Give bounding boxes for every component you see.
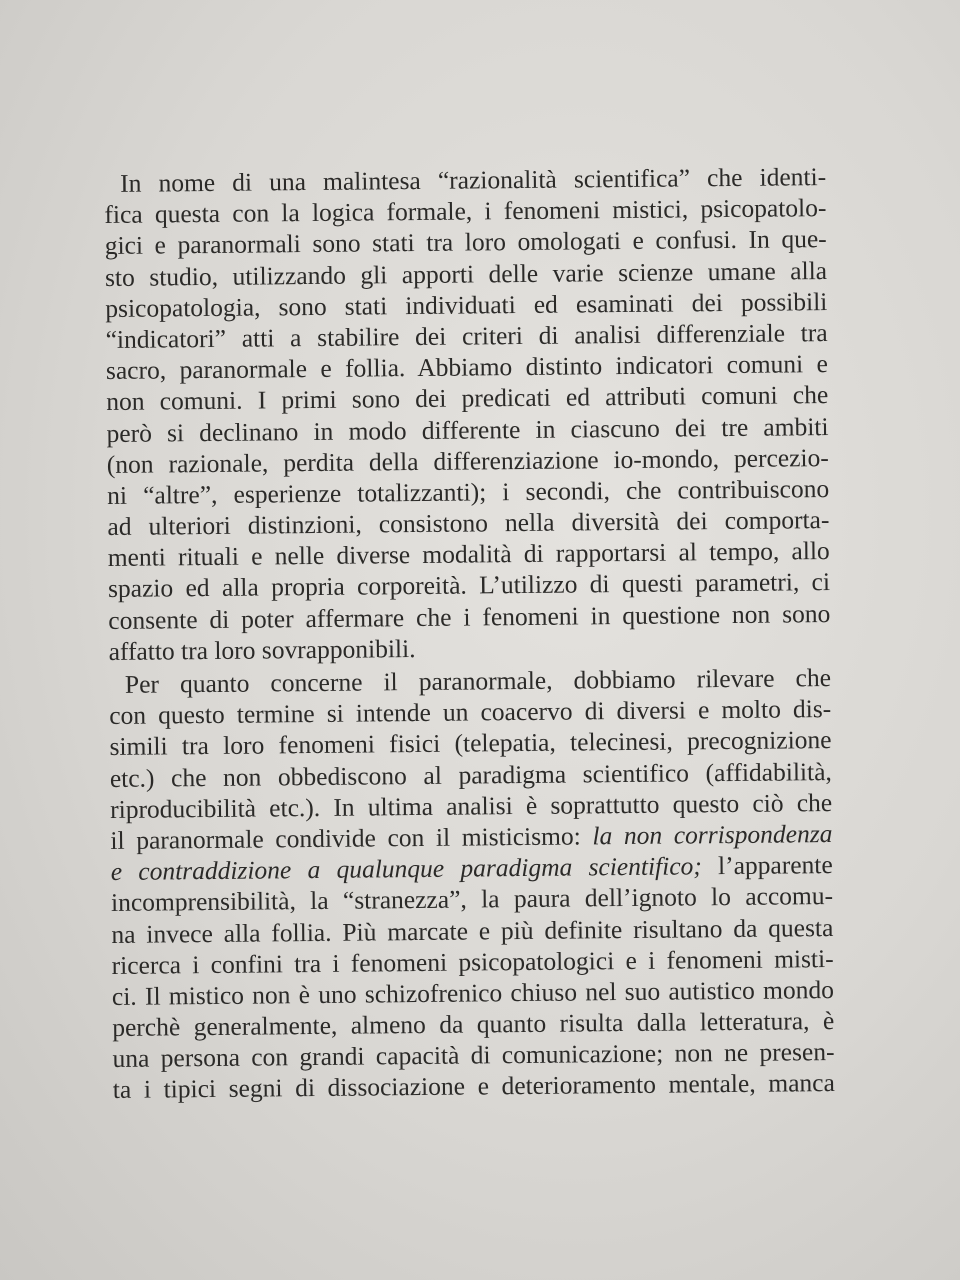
italic-text: e contraddizione a qualunque paradigma scientifico;: [110, 851, 702, 887]
text-segment: l’apparente: [701, 850, 833, 881]
paragraph: [104, 161, 831, 667]
text-segment: ni “altre”, esperienze totalizzanti); i secondi, che contribuiscono: [107, 473, 830, 510]
text-segment: na invece alla follia. Più marcate e più definite risultano da questa: [111, 912, 834, 949]
text-segment: ta i tipici segni di dissociazione e deterioramento mentale, manca: [112, 1068, 835, 1105]
text-segment: fica questa con la logica formale, i fenomeni mistici, psicopatolo-: [104, 193, 827, 230]
text-segment: non comuni. I primi sono dei predicati ed attributi comuni che: [106, 380, 829, 417]
italic-text: la non corrispondenza: [592, 818, 833, 851]
text-segment: però si declinano in modo differente in ciascuno dei tre ambiti: [106, 411, 829, 448]
text-segment: una persona con grandi capacità di comunicazione; non ne presen-: [112, 1037, 835, 1074]
book-page-text: [104, 161, 835, 1106]
text-segment: simili tra loro fenomeni fisici (telepatia, telecinesi, precognizione: [109, 725, 832, 762]
text-segment: gici e paranormali sono stati tra loro omologati e confusi. In que-: [104, 224, 827, 261]
text-segment: menti rituali e nelle diverse modalità di rapportarsi al tempo, allo: [107, 536, 830, 573]
text-segment: “indicatori” atti a stabilire dei criteri di analisi differenziale tra: [105, 317, 828, 354]
text-segment: perchè generalmente, almeno da quanto risulta dalla letteratura, è: [112, 1006, 835, 1043]
text-segment: ricerca i confini tra i fenomeni psicopatologici e i fenomeni misti-: [111, 943, 834, 980]
text-segment: (non razionale, perdita della differenziazione io-mondo, percezio-: [106, 442, 829, 479]
text-segment: sacro, paranormale e follia. Abbiamo distinto indicatori comuni e: [105, 349, 829, 386]
text-segment: incomprensibilità, la “stranezza”, la paura dell’ignoto lo accomu-: [110, 881, 834, 918]
paragraph: [109, 662, 835, 1106]
text-segment: spazio ed alla propria corporeità. L’utilizzo di questi parametri, ci: [107, 567, 831, 604]
text-segment: ci. Il mistico non è uno schizofrenico chiuso nel suo autistico mondo: [111, 974, 835, 1011]
text-segment: psicopatologia, sono stati individuati ed esaminati dei possibili: [105, 286, 828, 323]
text-segment: consente di poter affermare che i fenomeni in questione non sono: [108, 598, 831, 635]
text-segment: il paranormale condivide con il misticismo:: [110, 821, 593, 855]
text-segment: sto studio, utilizzando gli apporti delle varie scienze umane alla: [104, 255, 828, 292]
text-segment: affatto tra loro sovrapponibili.: [108, 633, 416, 666]
text-segment: con questo termine si intende un coacervo di diversi e molto dis-: [109, 694, 832, 731]
text-line: [113, 1067, 835, 1105]
text-segment: ad ulteriori distinzioni, consistono nella diversità dei comporta-: [107, 505, 830, 542]
text-segment: In nome di una malintesa “razionalità scientifica” che identi-: [120, 162, 827, 198]
text-segment: Per quanto concerne il paranormale, dobbiamo rilevare che: [124, 663, 832, 699]
text-segment: riproducibilità etc.). In ultima analisi è soprattutto questo ciò che: [110, 787, 833, 824]
text-segment: etc.) che non obbediscono al paradigma scientifico (affidabilità,: [109, 756, 832, 793]
